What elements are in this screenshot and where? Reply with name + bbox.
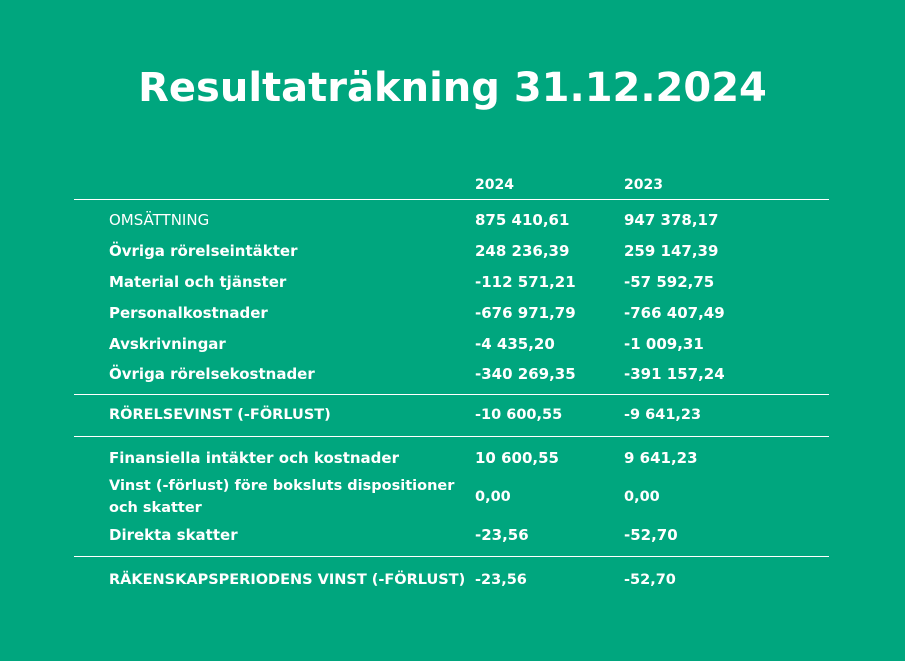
column-header-2023: 2023 bbox=[624, 176, 663, 193]
table-row bbox=[74, 297, 829, 328]
row-label: Finansiella intäkter och kostnader bbox=[109, 449, 399, 468]
value-2024: -23,56 bbox=[475, 525, 529, 544]
table-row bbox=[74, 520, 829, 551]
table-header-row bbox=[74, 170, 829, 199]
value-2023: 0,00 bbox=[624, 488, 660, 505]
row-label: Övriga rörelsekostnader bbox=[109, 365, 315, 384]
row-label: RÄKENSKAPSPERIODENS VINST (-FÖRLUST) bbox=[109, 572, 466, 589]
column-header-2024: 2024 bbox=[475, 176, 514, 193]
table-row bbox=[74, 205, 829, 236]
period-result-row bbox=[74, 557, 829, 603]
income-statement-table bbox=[74, 170, 829, 603]
row-label: Personalkostnader bbox=[109, 303, 268, 322]
table-row bbox=[74, 236, 829, 267]
value-2023: -9 641,23 bbox=[624, 407, 702, 424]
value-2023: 947 378,17 bbox=[624, 211, 719, 230]
table-row bbox=[74, 359, 829, 390]
value-2024: -23,56 bbox=[475, 572, 527, 589]
value-2023: -391 157,24 bbox=[624, 365, 725, 384]
value-2024: 10 600,55 bbox=[475, 449, 559, 468]
value-2024: -340 269,35 bbox=[475, 365, 576, 384]
value-2023: 9 641,23 bbox=[624, 449, 698, 468]
value-2023: 259 147,39 bbox=[624, 242, 719, 261]
row-label: Övriga rörelseintäkter bbox=[109, 242, 298, 261]
table-row bbox=[74, 267, 829, 298]
row-label: Vinst (-förlust) före boksluts dispositioner och skatter bbox=[109, 477, 455, 516]
table-row bbox=[74, 443, 829, 474]
operating-result-row bbox=[74, 395, 829, 436]
value-2024: 875 410,61 bbox=[475, 211, 570, 230]
row-label: Avskrivningar bbox=[109, 334, 226, 353]
row-label: OMSÄTTNING bbox=[109, 211, 210, 230]
value-2024: 248 236,39 bbox=[475, 242, 570, 261]
value-2023: -1 009,31 bbox=[624, 334, 704, 353]
row-label: RÖRELSEVINST (-FÖRLUST) bbox=[109, 407, 331, 424]
value-2023: -766 407,49 bbox=[624, 303, 725, 322]
value-2024: -676 971,79 bbox=[475, 303, 576, 322]
value-2024: -112 571,21 bbox=[475, 272, 576, 291]
value-2024: -10 600,55 bbox=[475, 407, 563, 424]
row-label: Material och tjänster bbox=[109, 272, 287, 291]
table-row bbox=[74, 474, 829, 520]
table-row bbox=[74, 328, 829, 359]
value-2023: -52,70 bbox=[624, 572, 676, 589]
value-2023: -57 592,75 bbox=[624, 272, 715, 291]
value-2023: -52,70 bbox=[624, 525, 678, 544]
value-2024: 0,00 bbox=[475, 488, 511, 505]
value-2024: -4 435,20 bbox=[475, 334, 555, 353]
row-label: Direkta skatter bbox=[109, 525, 238, 544]
page-title: Resultaträkning 31.12.2024 bbox=[138, 65, 767, 111]
